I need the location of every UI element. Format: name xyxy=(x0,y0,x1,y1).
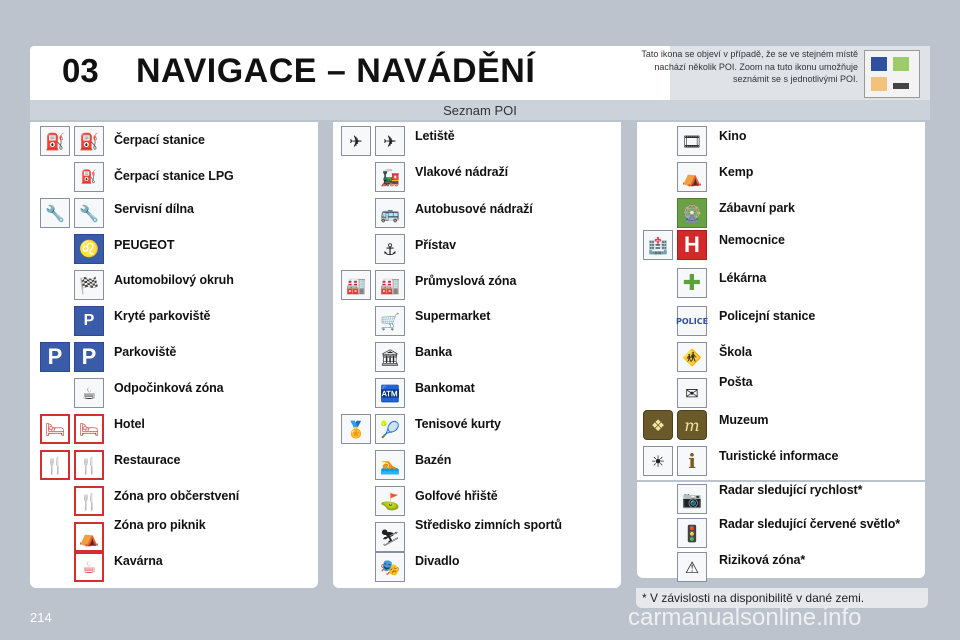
school-children-icon: 🚸 xyxy=(677,342,707,372)
poi-column-2 xyxy=(333,122,621,588)
info-i-icon: i xyxy=(677,446,707,476)
poi-label: Hotel xyxy=(114,417,145,431)
list-item xyxy=(637,446,925,476)
list-item xyxy=(637,306,925,336)
factory-icon: 🏭 xyxy=(375,270,405,300)
poi-label: Zóna pro občerstvení xyxy=(114,489,240,503)
list-item xyxy=(333,342,621,372)
police-icon: POLICE xyxy=(677,306,707,336)
poi-label: Kryté parkoviště xyxy=(114,309,211,323)
train-icon: 🚂 xyxy=(375,162,405,192)
poi-label: Kino xyxy=(719,129,747,143)
list-item xyxy=(333,198,621,228)
theatre-icon: 🎭 xyxy=(375,552,405,582)
lpg-pump-icon: ⛽ xyxy=(74,162,104,192)
list-item xyxy=(333,234,621,264)
list-item xyxy=(30,450,318,480)
list-item xyxy=(30,234,318,264)
list-item xyxy=(30,162,318,192)
parking-icon: P xyxy=(40,342,70,372)
poi-label: Odpočinková zóna xyxy=(114,381,224,395)
list-item xyxy=(30,414,318,444)
list-item xyxy=(333,486,621,516)
list-item xyxy=(637,342,925,372)
red-light-camera-icon: 🚦 xyxy=(677,518,707,548)
poi-label: Kemp xyxy=(719,165,754,179)
poi-label: Vlakové nádraží xyxy=(415,165,508,179)
poi-label: Zóna pro piknik xyxy=(114,518,206,532)
covered-parking-icon: P xyxy=(74,306,104,336)
list-item xyxy=(333,306,621,336)
poi-label: Radar sledující rychlost* xyxy=(719,483,863,497)
hotel-bed-icon: 🛏 xyxy=(40,414,70,444)
poi-label: Autobusové nádraží xyxy=(415,202,533,216)
multiple-poi-icon xyxy=(864,50,920,98)
bus-icon: 🚌 xyxy=(375,198,405,228)
picnic-table-icon: ⛺ xyxy=(74,522,104,552)
poi-label: Restaurace xyxy=(114,453,181,467)
swimming-icon: 🏊 xyxy=(375,450,405,480)
peugeot-lion-icon: ♌ xyxy=(74,234,104,264)
list-item xyxy=(30,486,318,516)
list-item xyxy=(637,126,925,156)
list-item xyxy=(637,410,925,440)
fork-knife-icon: 🍴 xyxy=(40,450,70,480)
poi-label: Průmyslová zóna xyxy=(415,274,517,288)
list-item xyxy=(333,552,621,582)
list-item xyxy=(333,378,621,408)
fork-knife-icon: 🍴 xyxy=(74,450,104,480)
poi-label: Servisní dílna xyxy=(114,202,194,216)
camping-icon: ⛺ xyxy=(677,162,707,192)
tennis-icon: 🎾 xyxy=(375,414,405,444)
list-item xyxy=(333,270,621,300)
poi-label: Muzeum xyxy=(719,413,769,427)
poi-label: Letiště xyxy=(415,129,455,143)
poi-label: Banka xyxy=(415,345,453,359)
poi-label: Zábavní park xyxy=(719,201,795,215)
poi-label: Golfové hřiště xyxy=(415,489,498,503)
film-icon: 🎞 xyxy=(677,126,707,156)
hotel-bed-icon: 🛏 xyxy=(74,414,104,444)
refreshment-icon: 🍴 xyxy=(74,486,104,516)
fuel-pump-icon: ⛽ xyxy=(74,126,104,156)
coffee-cup-icon: ☕ xyxy=(74,552,104,582)
parking-icon: P xyxy=(74,342,104,372)
atm-icon: 🏧 xyxy=(375,378,405,408)
poi-label: Škola xyxy=(719,345,752,359)
museum-icon: ❖ xyxy=(643,410,673,440)
list-item xyxy=(637,230,925,260)
list-item xyxy=(333,450,621,480)
page-number: 214 xyxy=(30,610,52,625)
poi-label: Automobilový okruh xyxy=(114,273,234,287)
danger-zone-icon: ⚠ xyxy=(677,552,707,582)
amusement-park-icon: 🎡 xyxy=(677,198,707,228)
list-item xyxy=(30,552,318,582)
poi-label: Přístav xyxy=(415,238,456,252)
rest-area-icon: ☕ xyxy=(74,378,104,408)
museum-m-icon: m xyxy=(677,410,707,440)
list-item xyxy=(637,375,925,408)
list-item xyxy=(637,198,925,228)
harbour-icon: ⚓ xyxy=(375,234,405,264)
poi-label: Lékárna xyxy=(719,271,767,285)
airport-icon: ✈ xyxy=(341,126,371,156)
hospital-h-icon: H xyxy=(677,230,707,260)
poi-label: Radar sledující červené světlo* xyxy=(719,517,901,531)
fuel-pump-icon: ⛽ xyxy=(40,126,70,156)
watermark: carmanualsonline.info xyxy=(628,604,862,631)
envelope-icon: ✉ xyxy=(677,378,707,408)
section-divider xyxy=(637,480,925,482)
golf-icon: ⛳ xyxy=(375,486,405,516)
factory-icon: 🏭 xyxy=(341,270,371,300)
poi-label: Turistické informace xyxy=(719,449,839,463)
list-item xyxy=(30,126,318,156)
list-item xyxy=(30,378,318,408)
list-item xyxy=(637,162,925,192)
page-title: NAVIGACE – NAVÁDĚNÍ xyxy=(136,52,536,90)
list-item xyxy=(637,484,925,514)
list-item xyxy=(333,126,621,156)
speed-camera-icon: 📷 xyxy=(677,484,707,514)
ski-icon: ⛷ xyxy=(375,522,405,552)
list-item xyxy=(30,306,318,336)
poi-label: Bankomat xyxy=(415,381,475,395)
poi-label: PEUGEOT xyxy=(114,238,175,252)
poi-list-subtitle: Seznam POI xyxy=(443,103,517,118)
list-item xyxy=(30,518,318,552)
pharmacy-cross-icon: ✚ xyxy=(677,268,707,298)
list-item xyxy=(637,518,925,548)
poi-label: Parkoviště xyxy=(114,345,177,359)
poi-label: Bazén xyxy=(415,453,452,467)
poi-label: Tenisové kurty xyxy=(415,417,501,431)
poi-label: Policejní stanice xyxy=(719,309,816,323)
list-item xyxy=(30,342,318,372)
list-item xyxy=(637,268,925,298)
wrench-icon: 🔧 xyxy=(74,198,104,228)
footnote-text: * V závislosti na disponibilitě v dané zemi. xyxy=(642,591,865,605)
racing-circuit-icon: 🏁 xyxy=(74,270,104,300)
shopping-cart-icon: 🛒 xyxy=(375,306,405,336)
header-note: Tato ikona se objeví v případě, že se ve stejném místě nachází několik POI. Zoom na tuto ikonu umožňuje seznámit se s jednotlivými POI. xyxy=(641,49,858,84)
tourist-info-icon: ☀ xyxy=(643,446,673,476)
hospital-building-icon: 🏥 xyxy=(643,230,673,260)
airplane-icon: ✈ xyxy=(375,126,405,156)
sport-icon: 🏅 xyxy=(341,414,371,444)
chapter-number: 03 xyxy=(62,52,99,89)
poi-label: Riziková zóna* xyxy=(719,553,806,567)
poi-label: Čerpací stanice xyxy=(114,133,205,147)
poi-label: Supermarket xyxy=(415,309,491,323)
poi-label: Nemocnice xyxy=(719,233,785,247)
poi-label: Kavárna xyxy=(114,554,163,568)
wrench-icon: 🔧 xyxy=(40,198,70,228)
list-item xyxy=(637,552,925,582)
poi-label: Pošta xyxy=(719,375,753,389)
list-item xyxy=(30,198,318,228)
bank-icon: 🏛 xyxy=(375,342,405,372)
poi-column-3 xyxy=(637,122,925,578)
list-item xyxy=(333,518,621,552)
poi-column-1 xyxy=(30,122,318,588)
poi-label: Středisko zimních sportů xyxy=(415,518,562,532)
poi-label: Čerpací stanice LPG xyxy=(114,169,234,183)
list-item xyxy=(333,414,621,444)
list-item xyxy=(333,162,621,192)
poi-label: Divadlo xyxy=(415,554,460,568)
list-item xyxy=(30,270,318,300)
